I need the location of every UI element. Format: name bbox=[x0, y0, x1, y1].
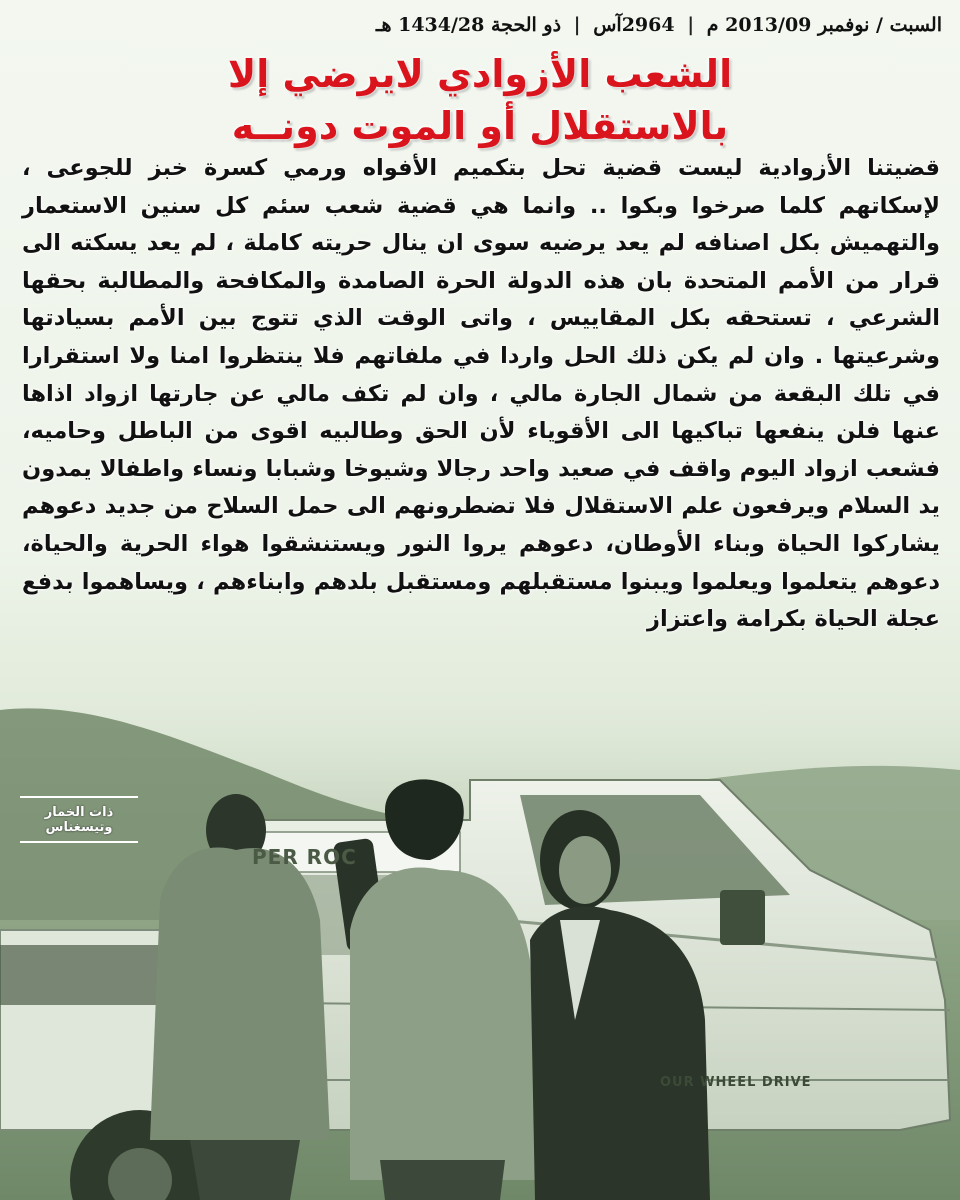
truck-sign: PER ROC bbox=[252, 845, 357, 869]
dateline-gregorian: 2013/09 م bbox=[706, 14, 812, 36]
truck-badge: OUR WHEEL DRIVE bbox=[660, 1075, 812, 1090]
article-body: قضيتنا الأزوادية ليست قضية تحل بتكميم الأفواه ورمي كسرة خبز للجوعى ، لإسكاتهم كلما صرخوا وبكوا .. وانما هي قضية شعب سئم كل سنين الاستعمار والتهميش بكل اصنافه لم يعد يرضيه سوى ان ينال حريته كاملة ، لم يعد يسكته الى قرار من الأمم المتحدة بان هذه الدولة الحرة الصامدة والمكافحة والمطالبة بحقها الشرعي ، تستحقه بكل المقاييس ، واتى الوقت الذي تتوج بين الأمم بسيادتها وشرعيتها . وان لم يكن ذلك الحل واردا في ملفاتهم فلا ينتظروا امنا ولا استقرارا في تلك البقعة من شمال الجارة مالي ، وان لم تكف مالي عن جارتها ازواد اذاها عنها فلن ينفعها تباكيها الى الأقوياء لأن الحق وطالبيه اقوى من الباطل وحاميه، فشعب ازواد اليوم واقف في صعيد واحد رجالا وشيوخا وشبابا ونساء واطفالا يمدون يد السلام ويرفعون علم الاستقلال فلا تضطرونهم الى حمل السلاح من جديد دعوهم يشاركوا الحياة وبناء الأوطان، دعوهم يروا النور ويستنشقوا هواء الحرية والحياة، دعوهم يتعلموا ويعلموا ويبنوا مستقبلهم ومستقبل بلدهم وابناءهم ، ويساهموا بدفع عجلة الحياة بكرامة واعتزاز bbox=[22, 155, 940, 633]
dateline-issue: 2964آس bbox=[593, 14, 675, 36]
headline-line-1: الشعب الأزوادي لايرضي إلا bbox=[227, 52, 733, 96]
article-photo bbox=[0, 700, 960, 1200]
dateline bbox=[376, 14, 942, 36]
dateline-separator: | bbox=[573, 14, 581, 36]
photo-credit: ذات الخمار وتيسغناس bbox=[20, 796, 138, 843]
dateline-day: السبت / نوفمبر bbox=[818, 14, 942, 36]
photo-illustration bbox=[0, 700, 960, 1200]
headline bbox=[40, 48, 920, 152]
headline-line-2: بالاستقلال أو الموت دونــه bbox=[231, 104, 729, 148]
dateline-hijri: ذو الحجة 1434/28 هـ bbox=[375, 14, 562, 36]
dateline-separator: | bbox=[687, 14, 695, 36]
